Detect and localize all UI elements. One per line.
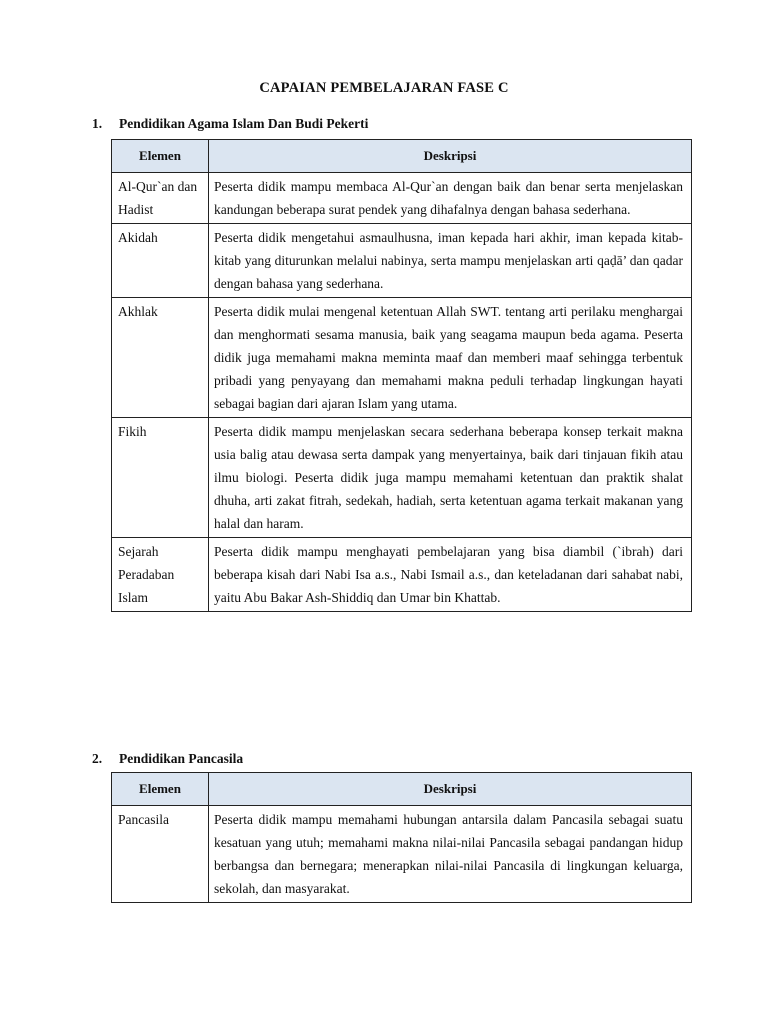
section-2-heading [92, 751, 243, 767]
table-row [112, 224, 692, 298]
table-row [112, 538, 692, 612]
section-1-number: 1. [92, 116, 103, 131]
table-pai [111, 139, 692, 612]
header-elemen: Elemen [112, 773, 209, 806]
row-elemen: Al-Qur`an dan Hadist [112, 173, 209, 224]
row-elemen: Akhlak [112, 298, 209, 418]
section-1-heading [92, 116, 368, 132]
section-2-title: Pendidikan Pancasila [119, 751, 244, 766]
table-row [112, 806, 692, 903]
document-title: CAPAIAN PEMBELAJARAN FASE C [259, 80, 509, 96]
row-elemen: Akidah [112, 224, 209, 298]
row-deskripsi: Peserta didik mengetahui asmaulhusna, iman kepada hari akhir, iman kepada kitab-kitab yang diturunkan melalui nabinya, serta mampu menjelaskan arti qaḍā’ dan qadar dengan bahasa yang sederhana. [209, 224, 692, 298]
table-row [112, 418, 692, 538]
row-deskripsi: Peserta didik mulai mengenal ketentuan Allah SWT. tentang arti perilaku menghargai dan menghormati sesama manusia, baik yang seagama maupun beda agama. Peserta didik juga memahami makna meminta maaf dan memberi maaf sehingga terbentuk pribadi yang penyayang dan memahami makna peduli terhadap lingkungan hayati sebagai bagian dari ajaran Islam yang utama. [209, 298, 692, 418]
header-deskripsi: Deskripsi [209, 140, 692, 173]
row-elemen: Pancasila [112, 806, 209, 903]
row-elemen: Fikih [112, 418, 209, 538]
row-deskripsi: Peserta didik mampu membaca Al-Qur`an dengan baik dan benar serta menjelaskan kandungan beberapa surat pendek yang dihafalnya dengan bahasa sederhana. [209, 173, 692, 224]
table-row [112, 173, 692, 224]
row-deskripsi: Peserta didik mampu menghayati pembelajaran yang bisa diambil (`ibrah) dari beberapa kisah dari Nabi Isa a.s., Nabi Ismail a.s., dan keteladanan dari sahabat nabi, yaitu Abu Bakar Ash-Shiddiq dan Umar bin Khattab. [209, 538, 692, 612]
header-deskripsi: Deskripsi [209, 773, 692, 806]
table-header-row [112, 773, 692, 806]
row-deskripsi: Peserta didik mampu menjelaskan secara sederhana beberapa konsep terkait makna usia balig atau dewasa serta dampak yang menyertainya, baik dari tinjauan fikih atau ilmu biologi. Peserta didik juga mampu memahami ketentuan dan praktik shalat dhuha, arti zakat fitrah, sedekah, hadiah, serta ketentuan agama terkait makanan yang halal dan haram. [209, 418, 692, 538]
section-1-title: Pendidikan Agama Islam Dan Budi Pekerti [119, 116, 369, 131]
table-pancasila [111, 772, 692, 903]
row-elemen: Sejarah Peradaban Islam [112, 538, 209, 612]
header-elemen: Elemen [112, 140, 209, 173]
row-deskripsi: Peserta didik mampu memahami hubungan antarsila dalam Pancasila sebagai suatu kesatuan yang utuh; memahami makna nilai-nilai Pancasila sebagai pandangan hidup berbangsa dan bernegara; menerapkan nilai-nilai Pancasila di lingkungan keluarga, sekolah, dan masyarakat. [209, 806, 692, 903]
section-2-number: 2. [92, 751, 103, 766]
table-row [112, 298, 692, 418]
table-header-row [112, 140, 692, 173]
